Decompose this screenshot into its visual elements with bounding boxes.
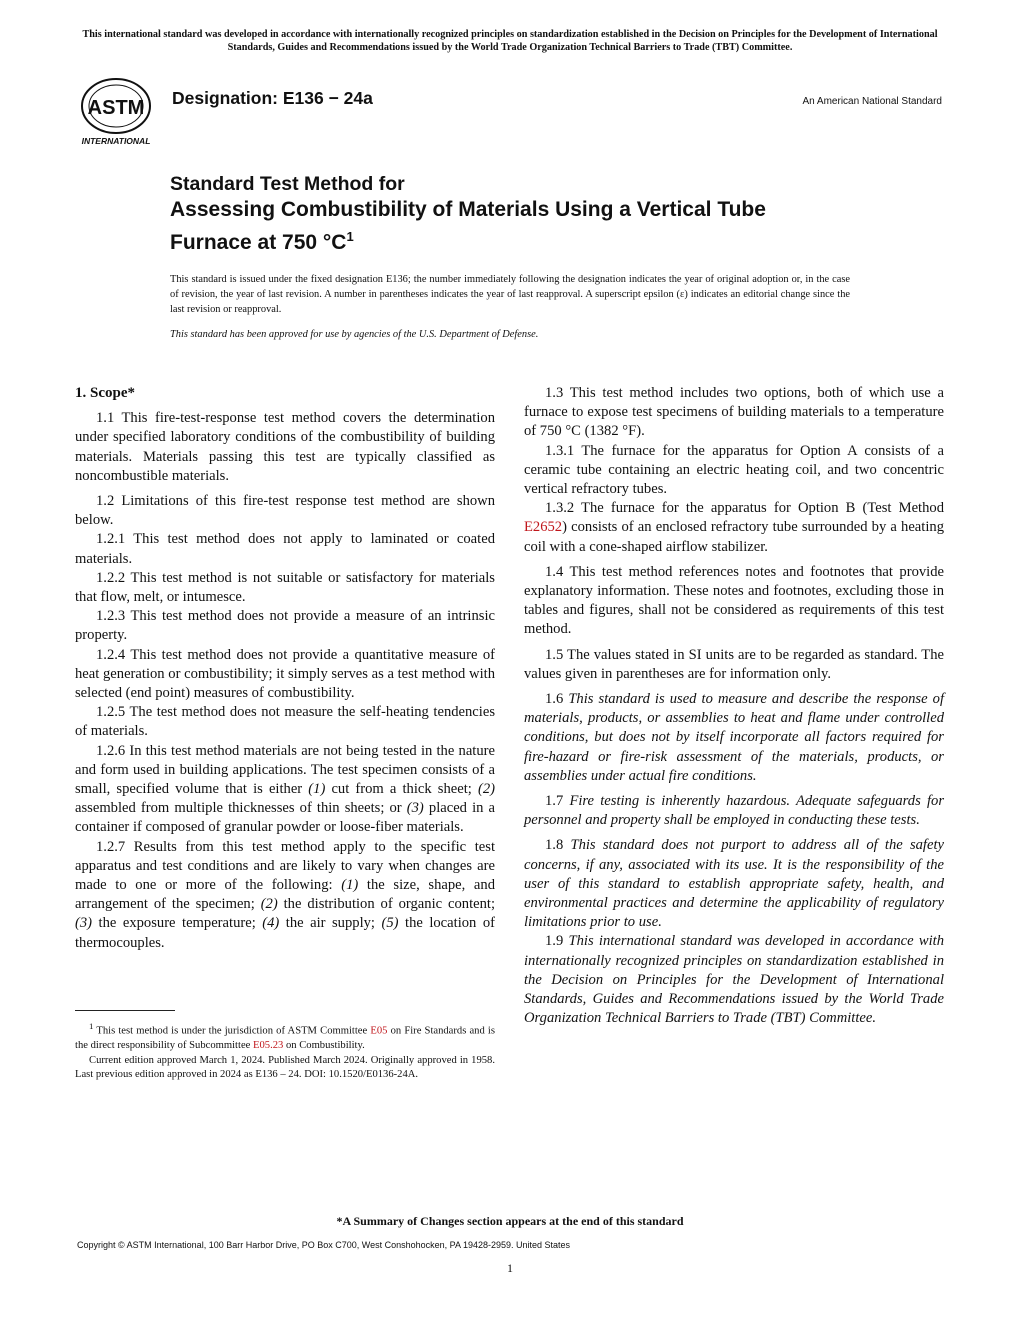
issued-notice: This standard is issued under the fixed designation E136; the number immediately following the designation indicates the year of original adoption or, in the case of revision, the year of last revision. A number in parentheses indicates the year of last reapproval. A superscript epsilon (ε) indicates an editorial change since the last revision or reapproval. <box>170 274 850 315</box>
svg-text:ASTM: ASTM <box>87 97 145 119</box>
summary-of-changes-note: *A Summary of Changes section appears at the end of this standard <box>336 1214 684 1228</box>
document-title <box>170 172 930 256</box>
title-line-3: Furnace at 750 °C <box>170 231 347 254</box>
para-1-7: 1.7 Fire testing is inherently hazardous. Adequate safeguards for personnel and property shall be employed in conducting these tests. <box>524 793 945 829</box>
page-number: 1 <box>507 1261 513 1275</box>
para-1-8: 1.8 This standard does not purport to address all of the safety concerns, if any, associated with its use. It is the responsibility of the user of this standard to establish appropriate safety, health, and environmental practices and determine the applicability of regulatory limitations prior to use. <box>524 837 944 931</box>
footnotes <box>75 1019 495 1083</box>
footnote-edition: Current edition approved March 1, 2024. Published March 2024. Originally approved in 1958. Last previous edition approved in 2024 as E136 – 24. DOI: 10.1520/E0136-24A. <box>75 1054 495 1081</box>
para-1-2-6: 1.2.6 In this test method materials are not being tested in the nature and form used in building applications. The test specimen consists of a small, specified volume that is either (1) cut from a thick sheet; (2) assembled from multiple thicknesses of thin sheets; or (3) placed in a container if composed of granular powder or loose-fiber materials. <box>75 742 495 836</box>
copyright-line: Copyright © ASTM International, 100 Barr Harbor Drive, PO Box C700, West Conshohocken, PA 19428-2959. United States <box>77 1240 571 1250</box>
para-1-2: 1.2 Limitations of this fire-test response test method are shown below. <box>75 493 495 529</box>
title-footnote-marker[interactable]: 1 <box>346 229 354 244</box>
american-national-standard-label: An American National Standard <box>802 96 942 107</box>
title-line-2: Assessing Combustibility of Materials Using a Vertical Tube <box>170 198 766 221</box>
left-column <box>75 384 495 953</box>
section-heading-scope: 1. Scope* <box>75 385 135 401</box>
astm-logo <box>70 78 162 148</box>
footnote-divider <box>75 1010 175 1011</box>
title-line-1: Standard Test Method for <box>170 173 405 195</box>
para-1-9: 1.9 This international standard was developed in accordance with internationally recognized principles on standardization established in the Decision on Principles for the Development of International Standards, Guides and Recommendations issued by the World Trade Organization Technical Barriers to Trade (TBT) Committee. <box>524 933 945 1027</box>
para-1-4: 1.4 This test method references notes and footnotes that provide explanatory information. These notes and footnotes, excluding those in tables and figures, shall not be considered as requirements of this test method. <box>524 563 944 638</box>
para-1-2-5: 1.2.5 The test method does not measure the self-heating tendencies of materials. <box>75 704 495 740</box>
para-1-5: 1.5 The values stated in SI units are to be regarded as standard. The values given in parentheses are for information only. <box>524 646 944 682</box>
para-1-3-1: 1.3.1 The furnace for the apparatus for Option A consists of a ceramic tube containing an electric heating coil, and two concentric vertical refractory tubes. <box>524 442 944 498</box>
para-1-6: 1.6 This standard is used to measure and describe the response of materials, products, or assemblies to heat and flame under controlled conditions, but does not by itself incorporate all factors required for fire-hazard or fire-risk assessment of the materials, products, or assemblies under actual fire conditions. <box>524 691 944 784</box>
e05-23-link[interactable]: E05.23 <box>253 1040 284 1052</box>
para-1-3: 1.3 This test method includes two options, both of which use a furnace to expose test specimens of building materials to a temperature of 750 °C (1382 °F). <box>524 385 944 440</box>
para-1-3-2: 1.3.2 The furnace for the apparatus for Option B (Test Method E2652) consists of an enclosed refractory tube surrounded by a heating coil with a cone-shaped airflow stabilizer. <box>524 500 944 555</box>
designation: Designation: E136 − 24a <box>172 88 373 108</box>
svg-text:INTERNATIONAL: INTERNATIONAL <box>81 136 151 146</box>
footnote-1: $^1$ This test method is under the jurisdiction of ASTM Committee E05 on Fire Standards and is the direct responsibility of Subcommittee E05.23 on Combustibility. <box>75 1021 495 1052</box>
wto-banner: This international standard was developed in accordance with internationally recognized principles on standardization established in the Decision on Principles for the Development of International Standards, Guides and Recommendations issued by the World Trade Organization Technical Barriers to Trade (TBT) Committee. <box>82 29 938 53</box>
para-1-2-2: 1.2.2 This test method is not suitable or satisfactory for materials that flow, melt, or intumesce. <box>75 569 495 606</box>
para-1-1: 1.1 This fire-test-response test method covers the determination under specified laboratory conditions of the combustibility of building materials. Materials passing this test are typically classified as noncombustible materials. <box>75 410 495 484</box>
para-1-2-7: 1.2.7 Results from this test method apply to the specific test apparatus and test conditions and are likely to vary when changes are made to one or more of the following: (1) the size, shape, and arrangement of the specimen; (2) the distribution of organic content; (3) the exposure temperature; (4) the air supply; (5) the location of thermocouples. <box>75 838 496 951</box>
e05-link[interactable]: E05 <box>370 1025 388 1037</box>
right-column <box>524 384 944 1029</box>
para-1-2-3: 1.2.3 This test method does not provide a measure of an intrinsic property. <box>75 608 495 644</box>
e2652-link[interactable]: E2652 <box>524 519 563 536</box>
para-1-2-4: 1.2.4 This test method does not provide a quantitative measure of heat generation or combustibility; it simply serves as a test method with selected (end point) measures of combustibility. <box>75 646 495 702</box>
dod-approval-notice: This standard has been approved for use by agencies of the U.S. Department of Defense. <box>170 329 539 340</box>
para-1-2-1: 1.2.1 This test method does not apply to laminated or coated materials. <box>75 531 495 567</box>
